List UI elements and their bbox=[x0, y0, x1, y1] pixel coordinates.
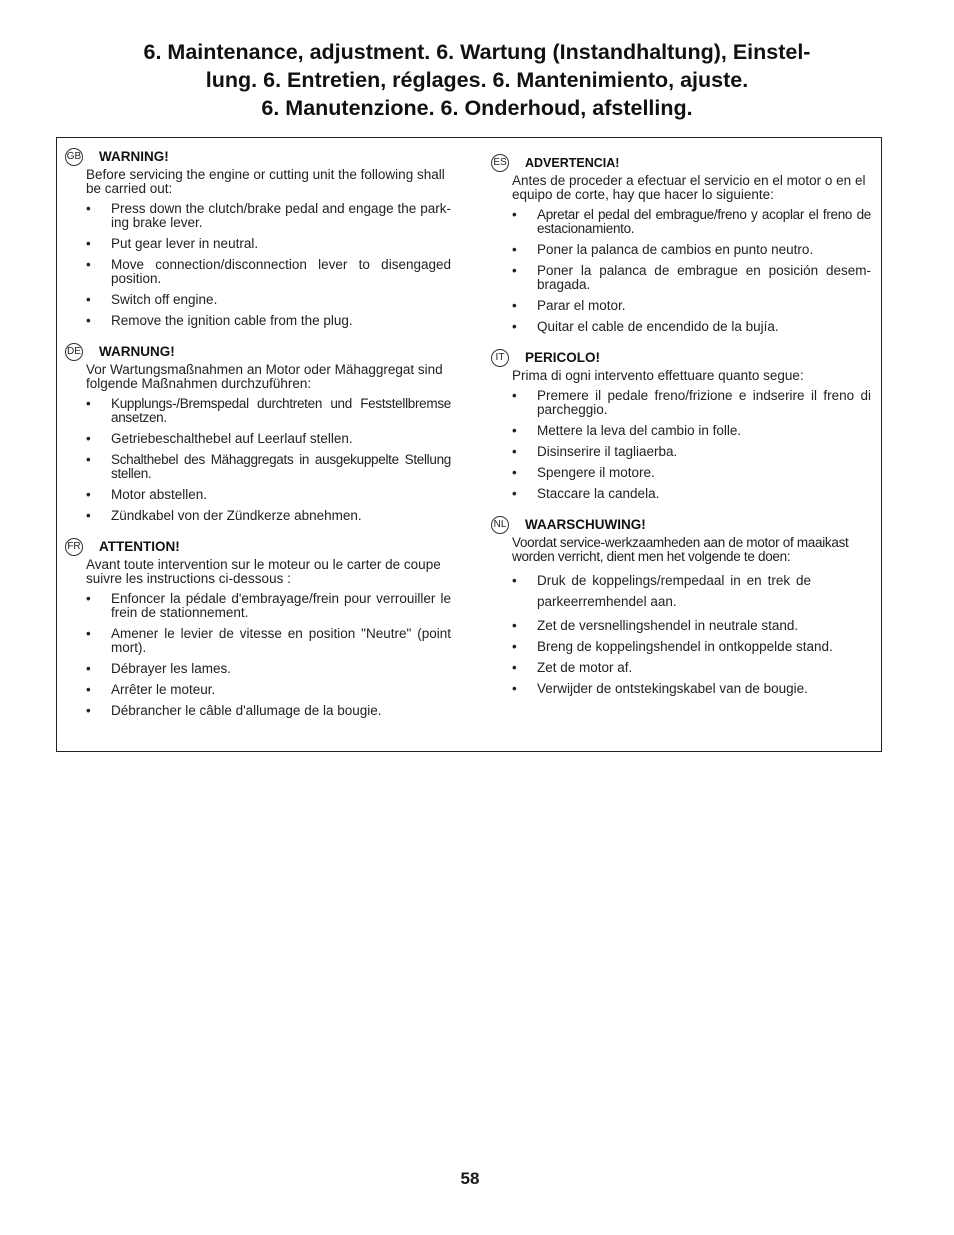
list-item-text: Parar el motor. bbox=[537, 298, 626, 313]
instruction-list bbox=[86, 397, 451, 523]
right-column bbox=[491, 154, 871, 711]
list-item bbox=[512, 424, 871, 438]
title-line-3: 6. Manutenzione. 6. Onderhoud, afstelling. bbox=[261, 96, 693, 120]
language-badge-nl: NL bbox=[491, 516, 509, 534]
list-item bbox=[512, 640, 871, 654]
section-fr bbox=[65, 538, 451, 718]
list-item bbox=[86, 258, 451, 286]
bullet: • bbox=[86, 431, 91, 446]
list-item bbox=[86, 488, 451, 502]
list-item-text: Poner la palanca de cambios en punto neutro. bbox=[537, 242, 814, 257]
left-column bbox=[65, 148, 451, 733]
list-item-text: Breng de koppelingshendel in ontkoppelde stand. bbox=[537, 639, 833, 654]
list-item bbox=[512, 661, 871, 675]
language-badge-fr: FR bbox=[65, 538, 83, 556]
language-badge-es: ES bbox=[491, 154, 509, 172]
bullet: • bbox=[512, 263, 517, 278]
list-item-text: Put gear lever in neutral. bbox=[111, 236, 259, 251]
list-item bbox=[512, 389, 871, 417]
list-item bbox=[86, 314, 451, 328]
bullet: • bbox=[512, 207, 517, 222]
title-line-1: 6. Maintenance, adjustment. 6. Wartung (Instandhaltung), Einstel- bbox=[143, 40, 811, 64]
list-item-text: Verwijder de ontstekingskabel van de bougie. bbox=[537, 681, 808, 696]
language-badge-gb: GB bbox=[65, 148, 83, 166]
list-item bbox=[86, 293, 451, 307]
list-item-text: Staccare la candela. bbox=[537, 486, 660, 501]
list-item bbox=[512, 619, 871, 633]
bullet: • bbox=[86, 626, 91, 641]
bullet: • bbox=[512, 639, 517, 654]
instruction-list bbox=[86, 592, 451, 718]
section-it bbox=[491, 349, 871, 501]
list-item-text: Débrancher le câble d'allumage de la bougie. bbox=[111, 703, 382, 718]
list-item-text: Schalthebel des Mähaggregats in ausgekuppelte Stellung stellen. bbox=[111, 452, 451, 481]
section-de bbox=[65, 343, 451, 523]
list-item bbox=[512, 264, 871, 292]
instruction-list bbox=[512, 208, 871, 334]
section-intro: Antes de proceder a efectuar el servicio en el motor o en el equipo de corte, hay que hacer lo siguiente: bbox=[512, 173, 866, 202]
language-badge-it: IT bbox=[491, 349, 509, 367]
bullet: • bbox=[86, 236, 91, 251]
list-item bbox=[86, 202, 451, 230]
language-badge-de: DE bbox=[65, 343, 83, 361]
bullet: • bbox=[512, 465, 517, 480]
safety-box bbox=[56, 137, 882, 752]
list-item-text: Spengere il motore. bbox=[537, 465, 655, 480]
section-gb bbox=[65, 148, 451, 328]
list-item bbox=[86, 397, 451, 425]
bullet: • bbox=[86, 682, 91, 697]
list-item-text: Remove the ignition cable from the plug. bbox=[111, 313, 353, 328]
bullet: • bbox=[512, 444, 517, 459]
bullet: • bbox=[512, 319, 517, 334]
bullet: • bbox=[86, 396, 91, 411]
list-item-text: Poner la palanca de embrague en posición desem-bragada. bbox=[537, 263, 871, 292]
bullet: • bbox=[512, 618, 517, 633]
section-intro: Voordat service-werkzaamheden aan de motor of maaikast worden verricht, dient men het volgende te doen: bbox=[512, 535, 849, 564]
list-item bbox=[512, 243, 871, 257]
bullet: • bbox=[86, 452, 91, 467]
list-item bbox=[512, 487, 871, 501]
instruction-list bbox=[512, 389, 871, 501]
instruction-list bbox=[512, 570, 871, 696]
list-item bbox=[512, 466, 871, 480]
section-heading: WAARSCHUWING! bbox=[525, 517, 646, 532]
bullet: • bbox=[512, 573, 517, 588]
bullet: • bbox=[512, 423, 517, 438]
bullet: • bbox=[86, 201, 91, 216]
list-item bbox=[512, 570, 871, 612]
section-intro: Prima di ogni intervento effettuare quanto segue: bbox=[512, 368, 804, 383]
list-item-text: Switch off engine. bbox=[111, 292, 218, 307]
list-item bbox=[512, 208, 871, 236]
bullet: • bbox=[86, 508, 91, 523]
bullet: • bbox=[86, 257, 91, 272]
list-item-text: Enfoncer la pédale d'embrayage/frein pour verrouiller le frein de stationnement. bbox=[111, 591, 451, 620]
section-heading: WARNING! bbox=[99, 149, 169, 164]
bullet: • bbox=[86, 313, 91, 328]
list-item-text: Druk de koppelings/rempedaal in en trek de parkeerremhendel aan. bbox=[537, 573, 811, 609]
section-intro: Avant toute intervention sur le moteur ou le carter de coupe suivre les instructions ci-dessous : bbox=[86, 557, 441, 586]
bullet: • bbox=[512, 681, 517, 696]
list-item-text: Débrayer les lames. bbox=[111, 661, 232, 676]
bullet: • bbox=[86, 661, 91, 676]
bullet: • bbox=[512, 388, 517, 403]
list-item bbox=[86, 432, 451, 446]
bullet: • bbox=[512, 660, 517, 675]
bullet: • bbox=[86, 487, 91, 502]
bullet: • bbox=[86, 591, 91, 606]
list-item bbox=[86, 237, 451, 251]
list-item-text: Amener le levier de vitesse en position "Neutre" (point mort). bbox=[111, 626, 451, 655]
list-item bbox=[86, 592, 451, 620]
section-intro: Before servicing the engine or cutting unit the following shall be carried out: bbox=[86, 167, 445, 196]
list-item-text: Apretar el pedal del embrague/freno y acoplar el freno de estacionamiento. bbox=[537, 207, 871, 236]
bullet: • bbox=[512, 298, 517, 313]
list-item bbox=[86, 627, 451, 655]
section-nl bbox=[491, 516, 871, 696]
list-item-text: Zet de versnellingshendel in neutrale stand. bbox=[537, 618, 799, 633]
instruction-list bbox=[86, 202, 451, 328]
list-item-text: Move connection/disconnection lever to disengaged position. bbox=[111, 257, 451, 286]
section-heading: PERICOLO! bbox=[525, 350, 601, 365]
bullet: • bbox=[86, 703, 91, 718]
list-item bbox=[86, 453, 451, 481]
list-item-text: Quitar el cable de encendido de la bujía. bbox=[537, 319, 779, 334]
page-number: 58 bbox=[460, 1169, 480, 1188]
list-item bbox=[512, 682, 871, 696]
list-item bbox=[512, 299, 871, 313]
list-item-text: Press down the clutch/brake pedal and engage the park-ing brake lever. bbox=[111, 201, 451, 230]
section-heading: WARNUNG! bbox=[99, 344, 175, 359]
list-item bbox=[86, 683, 451, 697]
bullet: • bbox=[86, 292, 91, 307]
bullet: • bbox=[512, 242, 517, 257]
list-item bbox=[512, 445, 871, 459]
list-item-text: Getriebeschalthebel auf Leerlauf stellen. bbox=[111, 431, 353, 446]
list-item-text: Kupplungs-/Bremspedal durchtreten und Feststellbremse ansetzen. bbox=[111, 396, 451, 425]
section-heading: ADVERTENCIA! bbox=[525, 156, 620, 170]
bullet: • bbox=[512, 486, 517, 501]
list-item bbox=[86, 662, 451, 676]
list-item-text: Premere il pedale freno/frizione e indserire il freno di parcheggio. bbox=[537, 388, 871, 417]
list-item-text: Disinserire il tagliaerba. bbox=[537, 444, 678, 459]
list-item bbox=[512, 320, 871, 334]
list-item-text: Arrêter le moteur. bbox=[111, 682, 216, 697]
page-title bbox=[40, 38, 914, 122]
section-es bbox=[491, 154, 871, 334]
section-heading: ATTENTION! bbox=[99, 539, 180, 554]
list-item bbox=[86, 509, 451, 523]
section-intro: Vor Wartungsmaßnahmen an Motor oder Mähaggregat sind folgende Maßnahmen durchzuführen: bbox=[86, 362, 443, 391]
list-item-text: Zündkabel von der Zündkerze abnehmen. bbox=[111, 508, 362, 523]
title-line-2: lung. 6. Entretien, réglages. 6. Mantenimiento, ajuste. bbox=[205, 68, 749, 92]
list-item-text: Motor abstellen. bbox=[111, 487, 208, 502]
list-item-text: Mettere la leva del cambio in folle. bbox=[537, 423, 742, 438]
list-item bbox=[86, 704, 451, 718]
list-item-text: Zet de motor af. bbox=[537, 660, 633, 675]
